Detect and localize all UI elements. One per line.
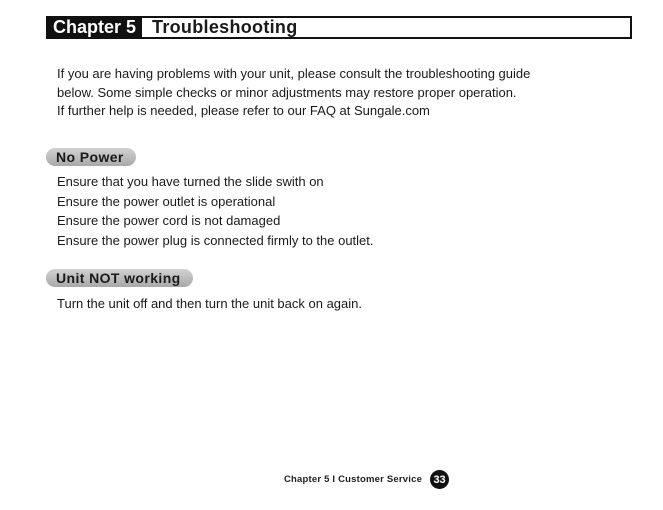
list-item: Ensure the power plug is connected firmly to the outlet.	[57, 232, 374, 248]
list-item: Ensure that you have turned the slide swith on	[57, 174, 324, 189]
section-heading-no-power: No Power	[46, 148, 136, 166]
footer-text: Chapter 5 I Customer Service	[283, 474, 423, 485]
list-item: Ensure the power cord is not damaged	[57, 213, 281, 228]
page-number: 33	[430, 470, 449, 489]
section-list-no-power	[57, 172, 374, 250]
list-item: Ensure the power outlet is operational	[57, 193, 276, 209]
intro-line: If you are having problems with your unit, please consult the troubleshooting guide	[57, 66, 531, 81]
page-title: Troubleshooting	[152, 17, 298, 37]
list-item: Turn the unit off and then turn the unit back on again.	[57, 296, 362, 311]
chapter-label: Chapter 5	[48, 18, 142, 37]
page-footer	[0, 470, 663, 489]
intro-line: below. Some simple checks or minor adjustments may restore proper operation.	[57, 84, 517, 100]
section-list-unit-not-working	[57, 294, 362, 314]
intro-paragraph	[57, 65, 627, 121]
intro-line: If further help is needed, please refer to our FAQ at Sungale.com	[57, 103, 430, 118]
section-heading-unit-not-working: Unit NOT working	[46, 269, 193, 287]
chapter-header	[46, 16, 632, 39]
